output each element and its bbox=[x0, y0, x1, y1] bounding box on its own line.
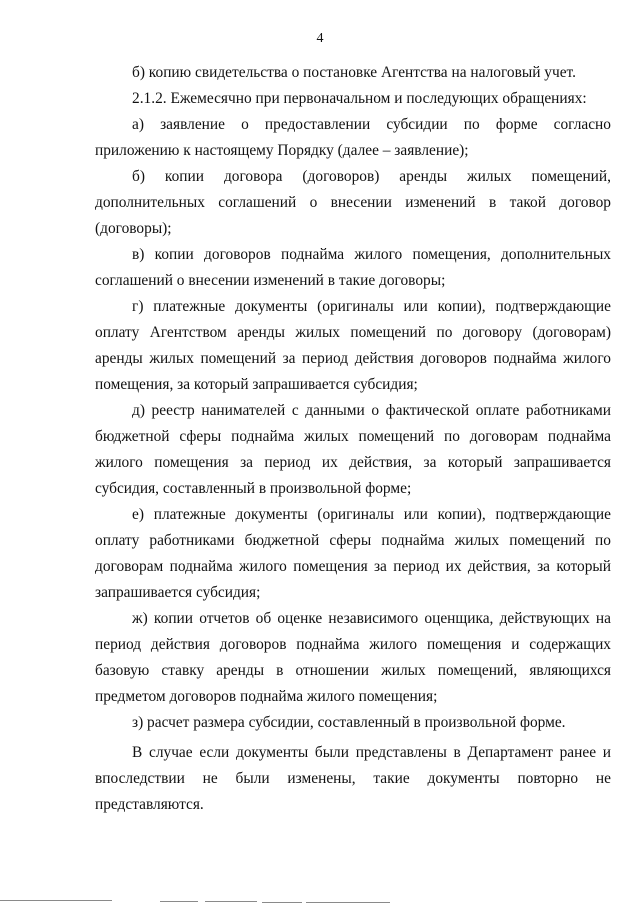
paragraph-previously-submitted: В случае если документы были представлены в Департамент ранее и впоследствии не были изменены, такие документы повторно не представляются. bbox=[95, 744, 611, 813]
paragraph-item-v-sublease-contracts: в) копии договоров поднайма жилого помещения, дополнительных соглашений о внесении изменений в такие договоры; bbox=[95, 246, 611, 289]
paragraph-item-zh-appraisal-reports: ж) копии отчетов об оценке независимого оценщика, действующих на период действия договоров поднайма жилого помещения и содержащих базовую ставку аренды в отношении жилых помещений, являющихся предметом договоров поднайма жилого помещения; bbox=[95, 610, 611, 705]
paragraph-item-d-tenant-register: д) реестр нанимателей с данными о фактической оплате работниками бюджетной сферы поднайма жилых помещений по договорам поднайма жилого помещения за период их действия, за который запрашивается субсидия, составленный в произвольной форме; bbox=[95, 402, 611, 497]
paragraph-tax-registration-copy: б) копию свидетельства о постановке Агентства на налоговый учет. bbox=[132, 64, 576, 81]
paragraph-item-e-employee-payments: е) платежные документы (оригиналы или копии), подтверждающие оплату работниками бюджетной сферы поднайма жилых помещений по договорам поднайма жилого помещения за период их действия, за который запрашивается субсидия; bbox=[95, 506, 611, 601]
page-number: 4 bbox=[316, 31, 324, 46]
paragraph-item-z-subsidy-calculation: з) расчет размера субсидии, составленный в произвольной форме. bbox=[132, 714, 566, 731]
document-body bbox=[95, 60, 611, 818]
paragraph-item-a-application: а) заявление о предоставлении субсидии по форме согласно приложению к настоящему Порядку (далее – заявление); bbox=[95, 116, 611, 159]
paragraph-item-g-payment-documents: г) платежные документы (оригиналы или копии), подтверждающие оплату Агентством аренды жилых помещений по договору (договорам) аренды жилых помещений за период действия договоров поднайма жилого помещения, за который запрашивается субсидия; bbox=[95, 298, 611, 393]
paragraph-monthly-requests: 2.1.2. Ежемесячно при первоначальном и последующих обращениях: bbox=[132, 90, 587, 107]
paragraph-item-b-lease-contracts: б) копии договора (договоров) аренды жилых помещений, дополнительных соглашений о внесении изменений в такой договор (договоры); bbox=[95, 168, 611, 237]
scan-footer-artifact bbox=[0, 896, 640, 905]
